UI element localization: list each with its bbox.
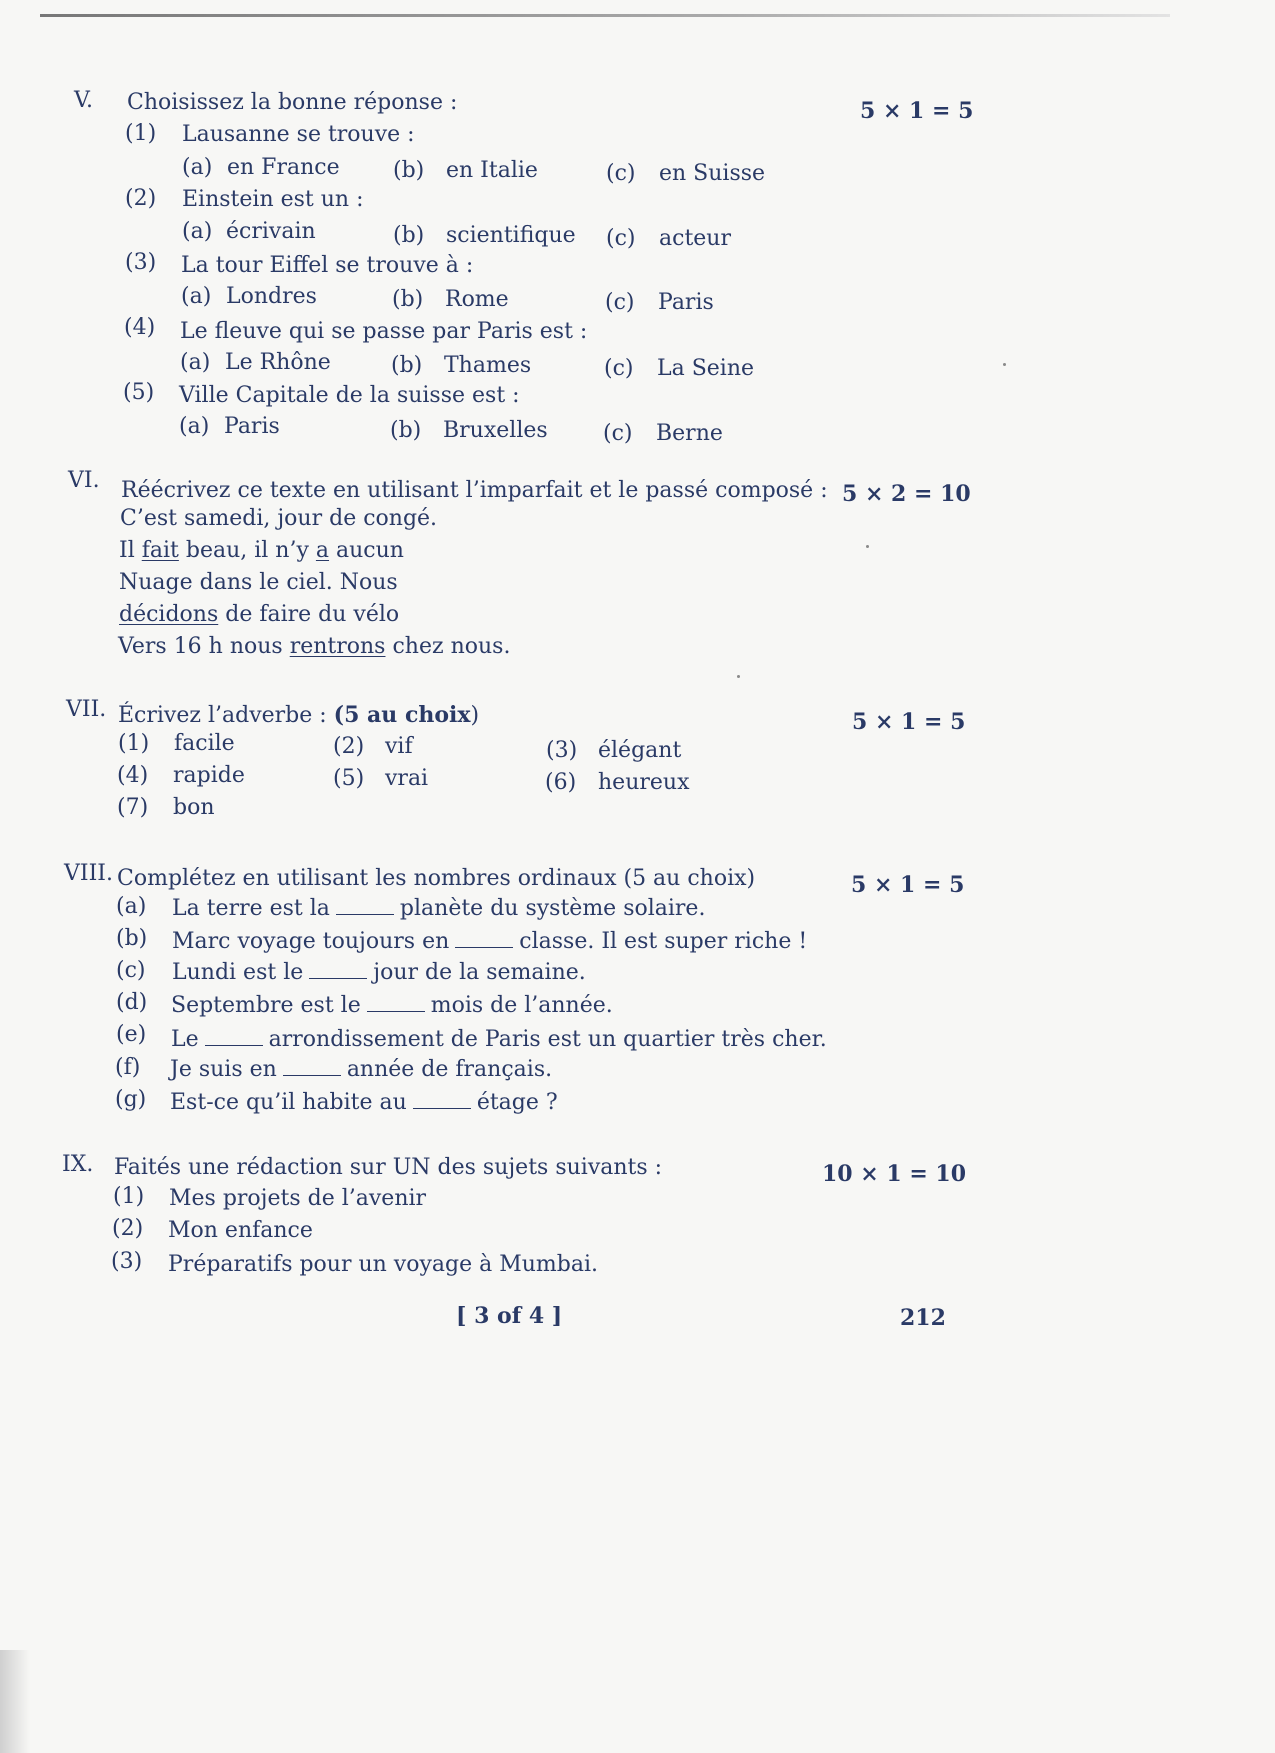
blank-line — [205, 1044, 263, 1046]
item-number: (4) — [117, 763, 149, 788]
passage-text: chez nous. — [385, 634, 511, 659]
fill-blank-item — [171, 993, 613, 1018]
item-text: Le — [171, 1027, 199, 1052]
paper-code: 212 — [900, 1305, 946, 1331]
question-text: Le fleuve qui se passe par Paris est : — [180, 319, 588, 344]
option-label: (b) — [390, 418, 422, 443]
section-number: VII. — [66, 697, 107, 722]
passage-text: beau, il n’y — [178, 538, 316, 563]
item-label: (e) — [116, 1022, 147, 1047]
option-label: (a) — [182, 155, 213, 180]
passage-line — [119, 602, 399, 627]
item-word: facile — [174, 731, 235, 756]
option-label: (c) — [605, 290, 635, 315]
question-text: La tour Eiffel se trouve à : — [181, 253, 474, 278]
fill-blank-item — [170, 1057, 552, 1082]
question-text: Einstein est un : — [182, 187, 364, 212]
question-number: (3) — [125, 250, 157, 275]
topic-text: Préparatifs pour un voyage à Mumbai. — [168, 1252, 599, 1277]
section-number: V. — [74, 88, 94, 113]
item-label: (a) — [116, 894, 147, 919]
passage-text: C’est samedi, jour de congé. — [120, 506, 438, 531]
option-label: (a) — [179, 414, 210, 439]
blank-line — [455, 946, 513, 948]
page-edge-shadow — [0, 1650, 30, 1753]
section-marks: 5 × 1 = 5 — [852, 709, 966, 735]
fill-blank-item — [172, 896, 705, 921]
item-label: (c) — [116, 958, 146, 983]
underlined-verb: décidons — [119, 602, 219, 627]
blank-line — [367, 1010, 425, 1012]
item-word: rapide — [173, 763, 245, 788]
option-label: (a) — [181, 284, 212, 309]
item-number: (1) — [118, 731, 150, 756]
item-word: vif — [385, 734, 413, 759]
section-marks: 5 × 2 = 10 — [842, 481, 971, 507]
underlined-verb: a — [315, 538, 330, 563]
passage-line — [119, 538, 404, 563]
instruction-text: ) — [470, 703, 480, 728]
item-text: Je suis en — [170, 1057, 277, 1082]
option-text: en Italie — [446, 158, 538, 183]
item-text: arrondissement de Paris est un quartier très cher. — [268, 1027, 827, 1052]
section-number: IX. — [62, 1152, 94, 1177]
option-text: écrivain — [226, 219, 316, 244]
passage-text: aucun — [329, 538, 404, 563]
section-instruction: Réécrivez ce texte en utilisant l’imparfait et le passé composé : — [121, 478, 828, 503]
item-text: La terre est la — [172, 896, 330, 921]
section-instruction: Complétez en utilisant les nombres ordinaux (5 au choix) — [117, 866, 756, 891]
item-label: (d) — [116, 990, 148, 1015]
option-text: Paris — [224, 414, 280, 439]
item-number: (2) — [333, 734, 365, 759]
question-number: (1) — [125, 121, 157, 146]
option-text: scientifique — [446, 223, 576, 248]
item-word: bon — [173, 795, 215, 820]
section-marks: 5 × 1 = 5 — [860, 98, 974, 124]
section-marks: 10 × 1 = 10 — [822, 1161, 967, 1187]
section-marks: 5 × 1 = 5 — [851, 872, 965, 898]
option-text: Bruxelles — [443, 418, 548, 443]
option-text: en Suisse — [659, 161, 766, 186]
item-label: (f) — [115, 1055, 141, 1080]
item-number: (7) — [117, 795, 149, 820]
topic-number: (3) — [111, 1249, 143, 1274]
option-label: (b) — [393, 223, 425, 248]
option-text: Berne — [656, 421, 723, 446]
option-label: (c) — [604, 356, 634, 381]
item-word: heureux — [598, 770, 690, 795]
item-word: élégant — [598, 738, 682, 763]
section-instruction — [118, 702, 479, 728]
option-label: (a) — [180, 350, 211, 375]
topic-text: Mes projets de l’avenir — [169, 1186, 427, 1211]
topic-text: Mon enfance — [168, 1218, 313, 1243]
scan-speck — [866, 545, 869, 548]
scan-speck — [737, 675, 740, 678]
item-text: classe. Il est super riche ! — [519, 929, 808, 954]
item-number: (5) — [333, 766, 365, 791]
item-text: mois de l’année. — [430, 993, 613, 1018]
item-number: (6) — [545, 770, 577, 795]
option-text: La Seine — [657, 356, 755, 381]
option-label: (b) — [392, 287, 424, 312]
underlined-verb: fait — [141, 538, 179, 563]
topic-number: (2) — [112, 1216, 144, 1241]
option-text: acteur — [659, 226, 731, 251]
section-instruction: Choisissez la bonne réponse : — [127, 90, 458, 115]
item-text: planète du système solaire. — [399, 896, 706, 921]
option-text: Londres — [226, 284, 317, 309]
section-number: VI. — [68, 468, 100, 493]
option-text: en France — [227, 155, 340, 180]
item-word: vrai — [385, 766, 429, 791]
top-rule — [40, 14, 1170, 17]
item-text: Est-ce qu’il habite au — [170, 1090, 407, 1115]
fill-blank-item — [171, 1027, 827, 1052]
item-text: étage ? — [476, 1090, 558, 1115]
topic-number: (1) — [113, 1184, 145, 1209]
item-label: (b) — [116, 926, 148, 951]
option-text: Rome — [445, 287, 509, 312]
passage-text: Il — [119, 538, 142, 563]
option-label: (c) — [606, 161, 636, 186]
instruction-bold: (5 au choix — [333, 702, 471, 728]
item-text: Marc voyage toujours en — [172, 929, 450, 954]
question-text: Lausanne se trouve : — [182, 122, 415, 147]
question-number: (2) — [125, 186, 157, 211]
option-label: (c) — [606, 226, 636, 251]
question-text: Ville Capitale de la suisse est : — [179, 383, 520, 408]
fill-blank-item — [170, 1090, 558, 1115]
passage-text: de faire du vélo — [218, 602, 400, 627]
option-text: Paris — [658, 290, 714, 315]
fill-blank-item — [172, 960, 586, 985]
blank-line — [336, 913, 394, 915]
underlined-verb: rentrons — [289, 634, 386, 659]
item-text: année de français. — [346, 1057, 553, 1082]
passage-text: Nuage dans le ciel. Nous — [119, 570, 398, 595]
passage-line — [119, 570, 398, 595]
page-number: [ 3 of 4 ] — [456, 1303, 563, 1329]
section-instruction: Faités une rédaction sur UN des sujets suivants : — [114, 1155, 663, 1180]
scan-speck — [1003, 363, 1006, 366]
option-label: (b) — [393, 158, 425, 183]
option-label: (a) — [182, 219, 213, 244]
item-text: Lundi est le — [172, 960, 304, 985]
item-text: jour de la semaine. — [373, 960, 586, 985]
item-text: Septembre est le — [171, 993, 361, 1018]
option-label: (b) — [391, 353, 423, 378]
item-label: (g) — [115, 1087, 147, 1112]
blank-line — [283, 1074, 341, 1076]
option-text: Le Rhône — [225, 350, 331, 375]
option-text: Thames — [444, 353, 532, 378]
question-number: (4) — [124, 315, 156, 340]
section-number: VIII. — [64, 861, 113, 886]
fill-blank-item — [172, 929, 807, 954]
item-number: (3) — [546, 738, 578, 763]
option-label: (c) — [603, 421, 633, 446]
passage-line — [118, 634, 510, 659]
blank-line — [309, 977, 367, 979]
passage-line — [120, 506, 437, 531]
question-number: (5) — [123, 380, 155, 405]
passage-text: Vers 16 h nous — [118, 634, 290, 659]
instruction-text: Écrivez l’adverbe : — [118, 703, 334, 728]
blank-line — [413, 1107, 471, 1109]
